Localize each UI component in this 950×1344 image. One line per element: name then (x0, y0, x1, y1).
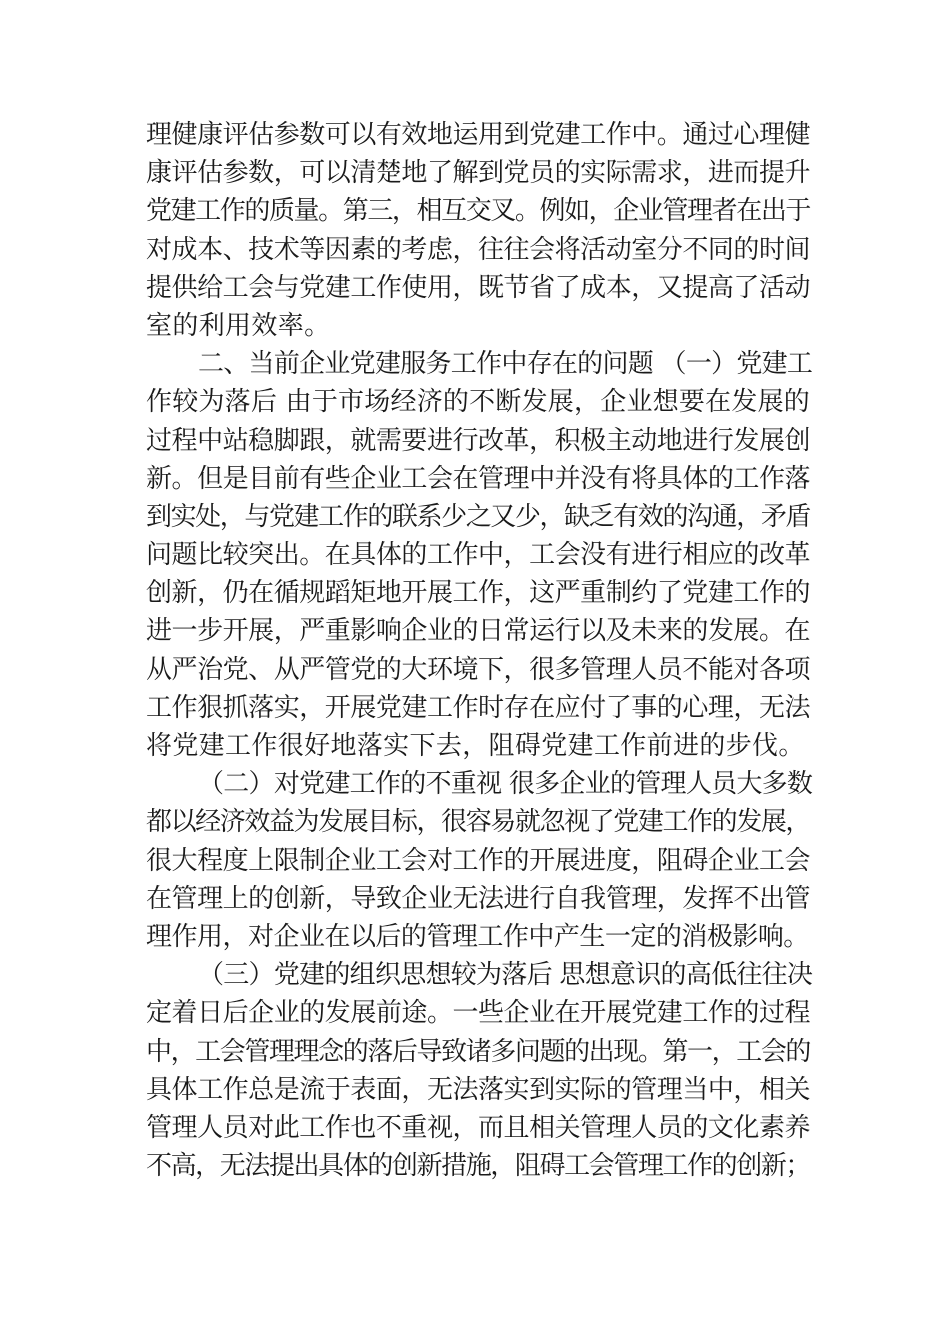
text-line: 管理人员对此工作也不重视，而且相关管理人员的文化素养 (146, 1112, 810, 1143)
text-line: 到实处，与党建工作的联系少之又少，缺乏有效的沟通，矛盾 (146, 501, 810, 532)
text-line: 定着日后企业的发展前途。一些企业在开展党建工作的过程 (146, 998, 810, 1029)
text-line: 理作用，对企业在以后的管理工作中产生一定的消极影响。 (146, 921, 809, 952)
text-line: 不高，无法提出具体的创新措施，阻碍工会管理工作的创新； (146, 1151, 810, 1182)
text-line: 创新，仍在循规蹈矩地开展工作，这严重制约了党建工作的 (146, 578, 810, 609)
text-line: 将党建工作很好地落实下去，阻碍党建工作前进的步伐。 (146, 731, 805, 761)
body-text (146, 116, 810, 1185)
text-line: 理健康评估参数可以有效地运用到党建工作中。通过心理健 (146, 120, 810, 150)
text-line: 进一步开展，严重影响企业的日常运行以及未来的发展。在 (146, 616, 810, 647)
text-line: 在管理上的创新，导致企业无法进行自我管理，发挥不出管 (146, 883, 810, 914)
text-line: 康评估参数，可以清楚地了解到党员的实际需求，进而提升 (146, 158, 810, 189)
text-line: 作较为落后 由于市场经济的不断发展，企业想要在发展的 (146, 387, 810, 418)
text-line: （三）党建的组织思想较为落后 思想意识的高低往往决 (198, 960, 810, 991)
text-line: 从严治党、从严管党的大环境下，很多管理人员不能对各项 (146, 654, 810, 685)
text-line: 问题比较突出。在具体的工作中，工会没有进行相应的改革 (146, 540, 810, 571)
text-line: 新。但是目前有些企业工会在管理中并没有将具体的工作落 (146, 463, 810, 494)
text-line: 过程中站稳脚跟，就需要进行改革，积极主动地进行发展创 (146, 425, 810, 456)
text-line: 都以经济效益为发展目标，很容易就忽视了党建工作的发展， (146, 807, 810, 838)
text-line: 中，工会管理理念的落后导致诸多问题的出现。第一，工会的 (146, 1036, 810, 1067)
text-line: 很大程度上限制企业工会对工作的开展进度，阻碍企业工会 (146, 845, 810, 876)
text-line: 二、当前企业党建服务工作中存在的问题 （一）党建工 (198, 349, 810, 380)
text-line: 对成本、技术等因素的考虑，往往会将活动室分不同的时间 (146, 234, 810, 265)
text-line: 具体工作总是流于表面，无法落实到实际的管理当中，相关 (146, 1074, 810, 1105)
text-line: 室的利用效率。 (146, 310, 331, 341)
text-line: 工作狠抓落实，开展党建工作时存在应付了事的心理，无法 (146, 692, 810, 723)
text-line: 党建工作的质量。第三，相互交叉。例如，企业管理者在出于 (146, 196, 810, 227)
text-line: 提供给工会与党建工作使用，既节省了成本，又提高了活动 (146, 272, 810, 303)
text-line: （二）对党建工作的不重视 很多企业的管理人员大多数 (198, 769, 810, 800)
